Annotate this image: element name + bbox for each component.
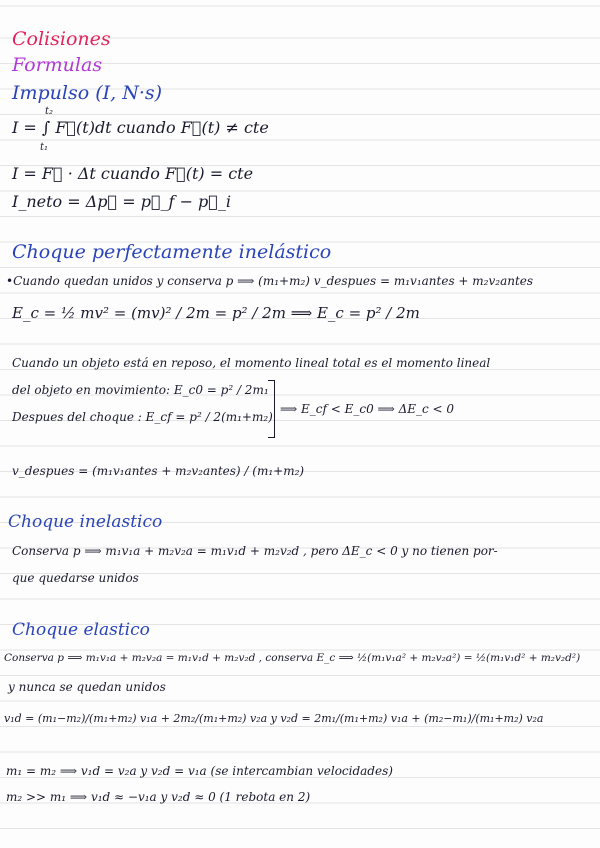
integral-lower-limit: t₁	[40, 142, 49, 153]
title-elastic: Choque elastico	[12, 620, 150, 640]
title-formulas: Formulas	[12, 54, 103, 76]
impulse-integral: I = ∫ F⃗(t)dt cuando F⃗(t) ≠ cte	[12, 118, 269, 137]
elastic-line-2: y nunca se quedan unidos	[8, 680, 166, 694]
impulse-constant: I = F⃗ · Δt cuando F⃗(t) = cte	[12, 164, 254, 183]
perfect-line-7: v_despues = (m₁v₁antes + m₂v₂antes) / (m₁+m₂)	[12, 464, 305, 478]
title-impulso: Impulso (I, N·s)	[12, 82, 163, 104]
title-colisiones: Colisiones	[12, 28, 111, 50]
perfect-line-4: del objeto en movimiento: E_c0 = p² / 2m₁	[12, 383, 269, 397]
elastic-line-4: m₁ = m₂ ⟹ v₁d = v₂a y v₂d = v₁a (se intercambian velocidades)	[6, 764, 393, 778]
title-inelastic: Choque inelastico	[8, 512, 163, 532]
inelastic-line-1: Conserva p ⟹ m₁v₁a + m₂v₂a = m₁v₁d + m₂v₂d , pero ΔE_c < 0 y no tienen por-	[12, 544, 498, 558]
perfect-line-5: Despues del choque : E_cf = p² / 2(m₁+m₂)	[12, 410, 273, 424]
inelastic-line-2: que quedarse unidos	[12, 571, 139, 585]
perfect-line-2: E_c = ½ mv² = (mv)² / 2m = p² / 2m ⟹ E_c = p² / 2m	[12, 304, 420, 322]
impulse-net: I_neto = Δp⃗ = p⃗_f − p⃗_i	[12, 192, 232, 211]
bracket	[268, 380, 275, 438]
title-perfect-inelastic: Choque perfectamente inelástico	[12, 241, 332, 263]
perfect-line-6: ⟹ E_cf < E_c0 ⟹ ΔE_c < 0	[280, 402, 455, 416]
elastic-line-5: m₂ >> m₁ ⟹ v₁d ≈ −v₁a y v₂d ≈ 0 (1 rebota en 2)	[6, 790, 311, 804]
elastic-line-1: Conserva p ⟹ m₁v₁a + m₂v₂a = m₁v₁d + m₂v₂d , conserva E_c ⟹ ½(m₁v₁a² + m₂v₂a²) = ½(m₁v₁d² + m₂v₂d²)	[4, 652, 581, 664]
elastic-line-3: v₁d = (m₁−m₂)/(m₁+m₂) v₁a + 2m₂/(m₁+m₂) v₂a y v₂d = 2m₁/(m₁+m₂) v₁a + (m₂−m₁)/(m₁+m₂) v₂a	[4, 712, 544, 725]
perfect-line-1: •Cuando quedan unidos y conserva p ⟹ (m₁+m₂) v_despues = m₁v₁antes + m₂v₂antes	[6, 274, 534, 288]
integral-upper-limit: t₂	[45, 106, 54, 117]
perfect-line-3: Cuando un objeto está en reposo, el momento lineal total es el momento lineal	[12, 356, 491, 370]
